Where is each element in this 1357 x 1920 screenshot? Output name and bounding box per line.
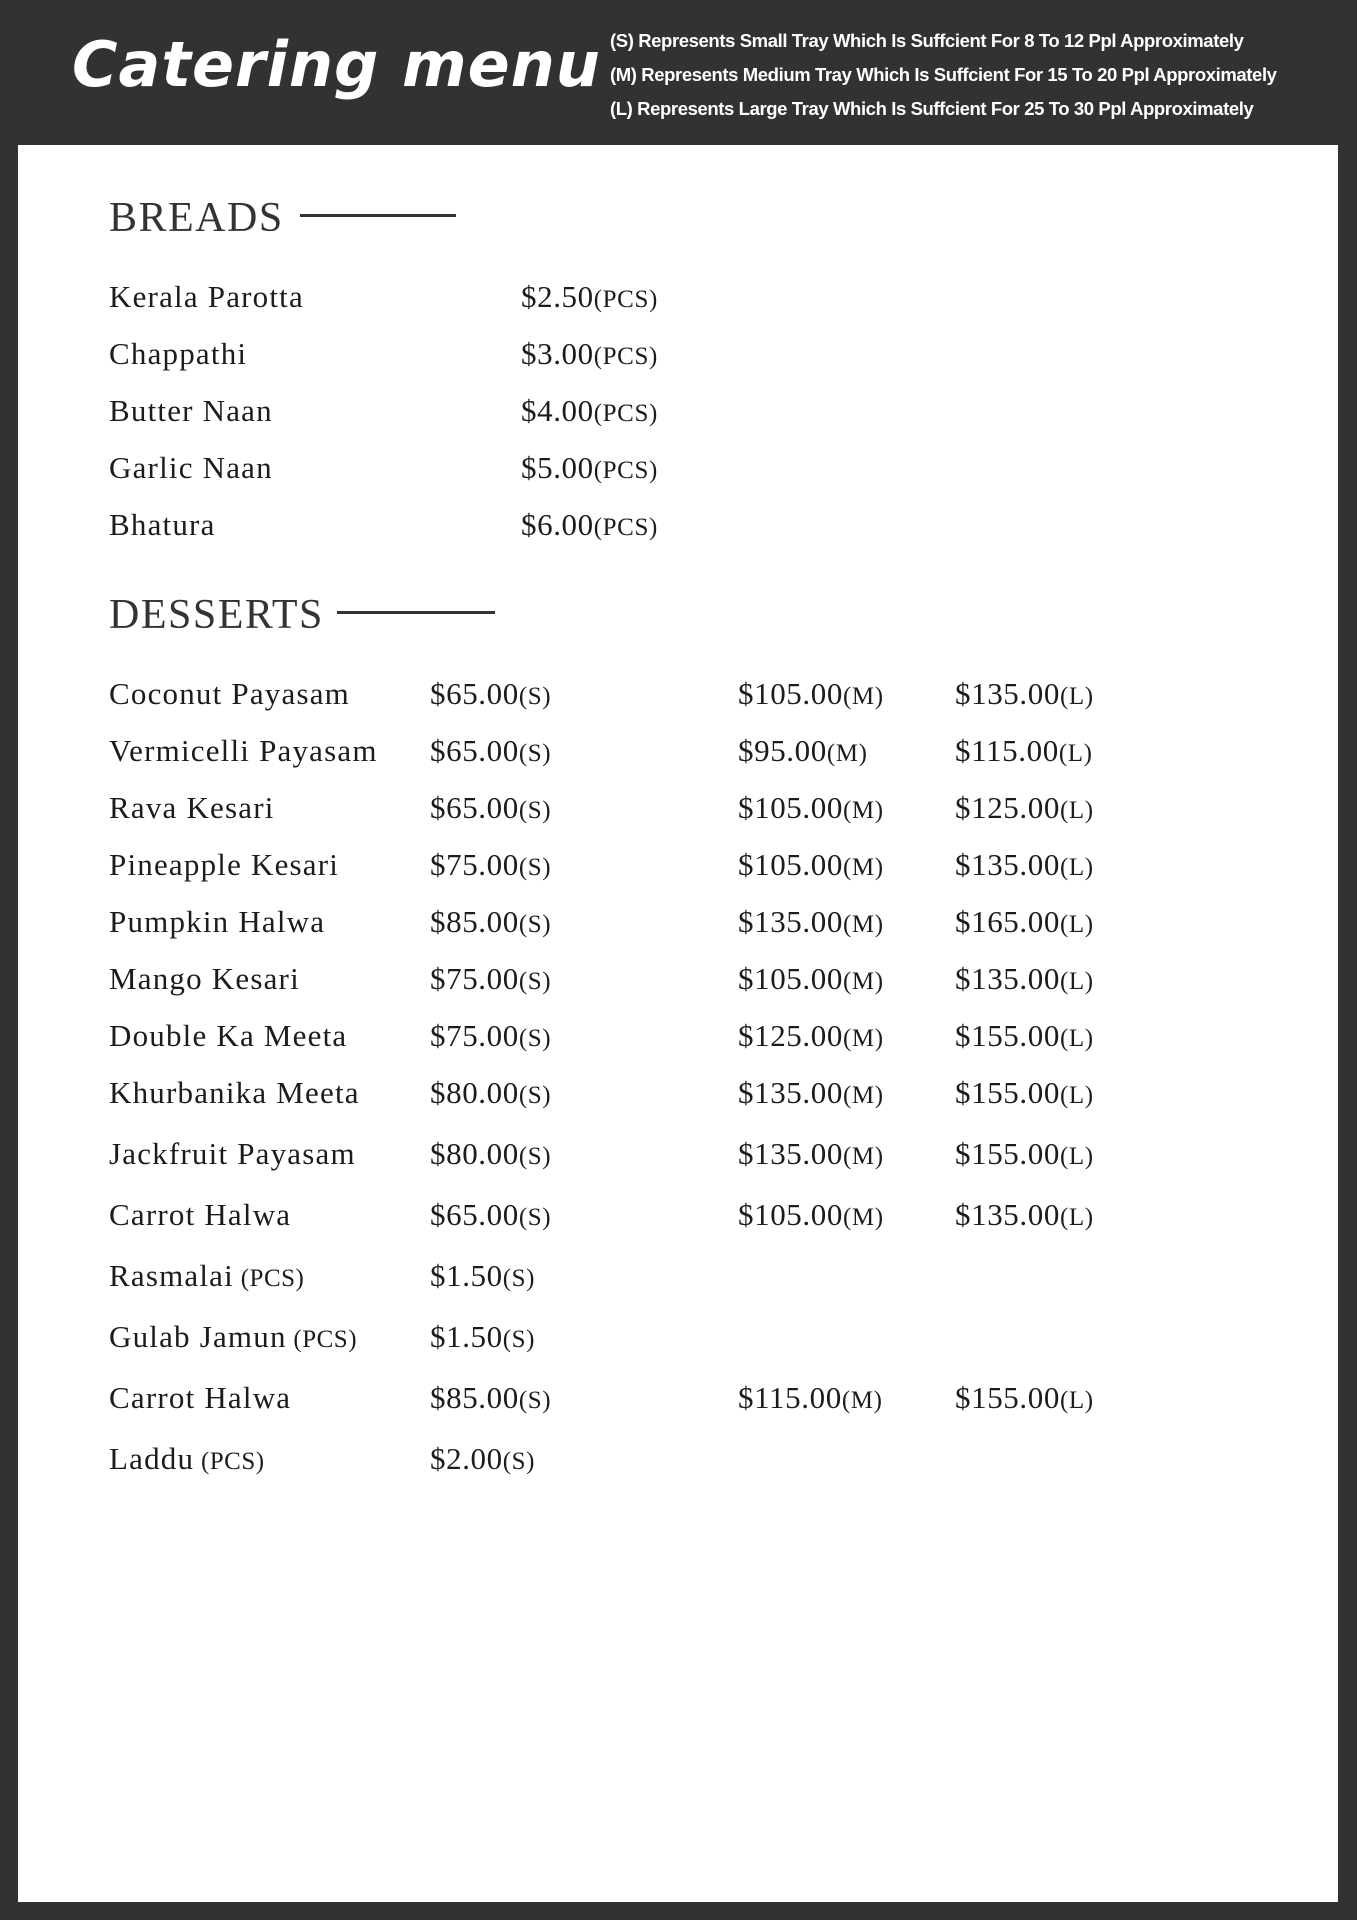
bread-price: [521, 391, 658, 434]
dessert-price-small-value: $75.00: [430, 961, 519, 996]
dessert-name-text: Pumpkin Halwa: [109, 904, 326, 939]
dessert-row: [109, 788, 1209, 828]
dessert-price-large: [955, 1016, 1094, 1059]
dessert-price-medium-tag: (M): [842, 1204, 884, 1231]
dessert-price-large-value: $155.00: [955, 1075, 1060, 1110]
dessert-price-medium: [738, 1195, 884, 1238]
dessert-price-small: [430, 1317, 535, 1360]
menu-title: Catering menu: [72, 28, 601, 101]
dessert-price-large-tag: (L): [1059, 683, 1094, 710]
dessert-price-large-tag: (L): [1059, 968, 1094, 995]
bread-name: Chappathi: [109, 336, 248, 371]
dessert-price-small-tag: (S): [518, 911, 552, 938]
dessert-price-small: [430, 731, 551, 774]
dessert-price-small-tag: (S): [518, 1082, 552, 1109]
dessert-row: [109, 1378, 1209, 1418]
bread-price-unit: (PCS): [593, 457, 658, 484]
dessert-name: [109, 1016, 347, 1059]
bread-row: [109, 334, 1209, 374]
dessert-price-large-value: $155.00: [955, 1136, 1060, 1171]
dessert-price-large-value: $125.00: [955, 790, 1060, 825]
bread-price: [521, 334, 658, 377]
dessert-price-large-value: $165.00: [955, 904, 1060, 939]
dessert-price-large: [955, 845, 1094, 888]
dessert-name: [109, 1195, 291, 1238]
dessert-price-small-tag: (S): [518, 740, 552, 767]
dessert-price-large: [955, 902, 1094, 945]
dessert-row: [109, 1073, 1209, 1113]
dessert-name-text: Carrot Halwa: [109, 1380, 292, 1415]
dessert-name: [109, 959, 300, 1002]
dessert-name: [109, 731, 378, 774]
dessert-price-small-tag: (S): [518, 1387, 552, 1414]
dessert-price-medium: [738, 788, 884, 831]
dessert-price-medium: [738, 1016, 884, 1059]
dessert-name: [109, 845, 339, 888]
bread-price: [521, 505, 658, 548]
dessert-price-large-tag: (L): [1059, 1143, 1094, 1170]
dessert-price-large-tag: (L): [1059, 1082, 1094, 1109]
bread-price-value: $6.00: [521, 507, 594, 542]
bread-row: [109, 391, 1209, 431]
bread-name: Bhatura: [109, 507, 216, 542]
dessert-name-text: Laddu: [109, 1441, 195, 1476]
dessert-name-text: Coconut Payasam: [109, 676, 350, 711]
dessert-price-small-value: $1.50: [430, 1258, 503, 1293]
dessert-name-text: Rasmalai: [109, 1258, 234, 1293]
dessert-price-medium-tag: (M): [842, 1025, 884, 1052]
dessert-name: [109, 788, 275, 831]
dessert-price-medium-tag: (M): [842, 968, 884, 995]
dessert-price-large-tag: (L): [1058, 740, 1093, 767]
tray-size-legend: [610, 24, 1277, 126]
dessert-price-large: [955, 731, 1093, 774]
bread-price: [521, 277, 658, 320]
dessert-price-small-tag: (S): [518, 1204, 552, 1231]
dessert-price-small-value: $80.00: [430, 1136, 519, 1171]
dessert-price-medium-value: $105.00: [738, 790, 843, 825]
bread-row: [109, 505, 1209, 545]
bread-price-unit: (PCS): [593, 400, 658, 427]
dessert-name: [109, 1439, 265, 1482]
dessert-price-small-tag: (S): [518, 683, 552, 710]
dessert-price-medium: [738, 674, 884, 717]
dessert-price-medium-tag: (M): [841, 1387, 883, 1414]
dessert-price-small-tag: (S): [502, 1265, 536, 1292]
dessert-row: [109, 674, 1209, 714]
dessert-price-large-tag: (L): [1059, 911, 1094, 938]
dessert-price-small: [430, 1439, 535, 1482]
bread-price-unit: (PCS): [593, 343, 658, 370]
dessert-name-text: Gulab Jamun: [109, 1319, 287, 1354]
dessert-price-small-tag: (S): [518, 797, 552, 824]
dessert-price-small: [430, 959, 551, 1002]
dessert-price-medium-tag: (M): [842, 911, 884, 938]
dessert-price-large: [955, 1378, 1094, 1421]
dessert-row: [109, 1256, 1209, 1296]
dessert-price-small-tag: (S): [518, 1143, 552, 1170]
dessert-price-large-value: $135.00: [955, 847, 1060, 882]
dessert-name-text: Double Ka Meeta: [109, 1018, 348, 1053]
dessert-name-text: Carrot Halwa: [109, 1197, 292, 1232]
dessert-price-large-value: $155.00: [955, 1018, 1060, 1053]
dessert-price-small-tag: (S): [502, 1448, 536, 1475]
dessert-name-text: Jackfruit Payasam: [109, 1136, 356, 1171]
dessert-price-medium-value: $135.00: [738, 1136, 843, 1171]
dessert-price-small-value: $65.00: [430, 733, 519, 768]
dessert-price-large: [955, 788, 1094, 831]
dessert-price-small: [430, 1256, 535, 1299]
dessert-name: [109, 902, 325, 945]
dessert-price-small-value: $85.00: [430, 904, 519, 939]
dessert-price-medium: [738, 731, 868, 774]
dessert-price-medium: [738, 1073, 884, 1116]
dessert-price-large-value: $135.00: [955, 1197, 1060, 1232]
dessert-price-small-value: $65.00: [430, 1197, 519, 1232]
dessert-price-small-tag: (S): [518, 854, 552, 881]
dessert-price-medium: [738, 1378, 883, 1421]
dessert-name: [109, 1134, 356, 1177]
dessert-price-medium: [738, 845, 884, 888]
dessert-price-large-tag: (L): [1059, 1025, 1094, 1052]
dessert-price-large-tag: (L): [1059, 797, 1094, 824]
dessert-price-medium-tag: (M): [842, 854, 884, 881]
dessert-price-small-tag: (S): [502, 1326, 536, 1353]
dessert-price-large-value: $155.00: [955, 1380, 1060, 1415]
bread-name: Butter Naan: [109, 393, 273, 428]
dessert-price-medium-tag: (M): [842, 797, 884, 824]
breads-heading: BREADS: [109, 195, 284, 241]
desserts-heading-rule: [337, 611, 495, 614]
dessert-price-large-value: $135.00: [955, 961, 1060, 996]
dessert-price-small-value: $80.00: [430, 1075, 519, 1110]
bread-row: [109, 448, 1209, 488]
dessert-row: [109, 1016, 1209, 1056]
bread-name: Kerala Parotta: [109, 279, 304, 314]
dessert-price-small: [430, 674, 551, 717]
menu-header: [0, 0, 1357, 145]
dessert-name-text: Pineapple Kesari: [109, 847, 340, 882]
dessert-name-suffix: (PCS): [233, 1265, 305, 1292]
breads-heading-rule: [300, 214, 456, 217]
dessert-name: [109, 1256, 304, 1299]
dessert-price-large: [955, 1195, 1094, 1238]
dessert-name-suffix: (PCS): [194, 1448, 265, 1475]
dessert-price-small-value: $75.00: [430, 1018, 519, 1053]
menu-panel: [18, 145, 1338, 1902]
bread-price-unit: (PCS): [593, 514, 658, 541]
bread-price-value: $3.00: [521, 336, 594, 371]
dessert-row: [109, 1134, 1209, 1174]
dessert-price-small: [430, 1195, 551, 1238]
dessert-price-medium: [738, 959, 884, 1002]
dessert-price-medium-tag: (M): [842, 683, 884, 710]
dessert-price-large-value: $135.00: [955, 676, 1060, 711]
dessert-price-medium-tag: (M): [826, 740, 868, 767]
dessert-price-large-tag: (L): [1059, 854, 1094, 881]
bread-row: [109, 277, 1209, 317]
dessert-name-text: Rava Kesari: [109, 790, 275, 825]
dessert-name-text: Vermicelli Payasam: [109, 733, 378, 768]
dessert-price-large: [955, 959, 1094, 1002]
dessert-name: [109, 1317, 357, 1360]
dessert-name-text: Mango Kesari: [109, 961, 300, 996]
dessert-price-small-value: $65.00: [430, 676, 519, 711]
dessert-row: [109, 1195, 1209, 1235]
bread-price-value: $2.50: [521, 279, 594, 314]
desserts-heading: DESSERTS: [109, 592, 324, 638]
dessert-row: [109, 1439, 1209, 1479]
dessert-price-small-value: $75.00: [430, 847, 519, 882]
dessert-price-medium-value: $105.00: [738, 1197, 843, 1232]
dessert-price-small-tag: (S): [518, 1025, 552, 1052]
dessert-price-small: [430, 1134, 551, 1177]
dessert-price-medium-value: $105.00: [738, 961, 843, 996]
dessert-price-large: [955, 1073, 1094, 1116]
dessert-name-text: Khurbanika Meeta: [109, 1075, 360, 1110]
dessert-price-medium: [738, 902, 884, 945]
dessert-name: [109, 1378, 291, 1421]
dessert-price-small-value: $85.00: [430, 1380, 519, 1415]
dessert-price-medium-value: $105.00: [738, 847, 843, 882]
dessert-name: [109, 674, 350, 717]
dessert-price-small-tag: (S): [518, 968, 552, 995]
dessert-price-large-value: $115.00: [955, 733, 1059, 768]
dessert-price-medium: [738, 1134, 884, 1177]
bread-price-unit: (PCS): [593, 286, 658, 313]
dessert-row: [109, 902, 1209, 942]
dessert-price-small: [430, 1378, 551, 1421]
dessert-name: [109, 1073, 360, 1116]
dessert-row: [109, 1317, 1209, 1357]
bread-price-value: $5.00: [521, 450, 594, 485]
dessert-price-medium-value: $135.00: [738, 1075, 843, 1110]
dessert-price-small-value: $65.00: [430, 790, 519, 825]
dessert-price-medium-value: $95.00: [738, 733, 827, 768]
legend-medium: (M) Represents Medium Tray Which Is Suffcient For 15 To 20 Ppl Approximately: [610, 64, 1277, 85]
bread-price-value: $4.00: [521, 393, 594, 428]
dessert-price-small: [430, 788, 551, 831]
dessert-price-small: [430, 1073, 551, 1116]
legend-large: (L) Represents Large Tray Which Is Suffcient For 25 To 30 Ppl Approximately: [610, 98, 1254, 119]
dessert-price-medium-value: $125.00: [738, 1018, 843, 1053]
dessert-price-small: [430, 845, 551, 888]
dessert-row: [109, 959, 1209, 999]
dessert-price-medium-value: $105.00: [738, 676, 843, 711]
bread-name: Garlic Naan: [109, 450, 273, 485]
dessert-price-medium-tag: (M): [842, 1082, 884, 1109]
dessert-price-large: [955, 674, 1094, 717]
dessert-name-suffix: (PCS): [286, 1326, 358, 1353]
dessert-price-large: [955, 1134, 1094, 1177]
dessert-price-small-value: $2.00: [430, 1441, 503, 1476]
dessert-price-medium-value: $135.00: [738, 904, 843, 939]
dessert-price-large-tag: (L): [1059, 1387, 1094, 1414]
dessert-price-medium-tag: (M): [842, 1143, 884, 1170]
dessert-price-small: [430, 902, 551, 945]
legend-small: (S) Represents Small Tray Which Is Suffcient For 8 To 12 Ppl Approximately: [610, 30, 1244, 51]
dessert-price-small: [430, 1016, 551, 1059]
dessert-price-medium-value: $115.00: [738, 1380, 842, 1415]
dessert-row: [109, 731, 1209, 771]
dessert-price-large-tag: (L): [1059, 1204, 1094, 1231]
dessert-price-small-value: $1.50: [430, 1319, 503, 1354]
dessert-row: [109, 845, 1209, 885]
bread-price: [521, 448, 658, 491]
